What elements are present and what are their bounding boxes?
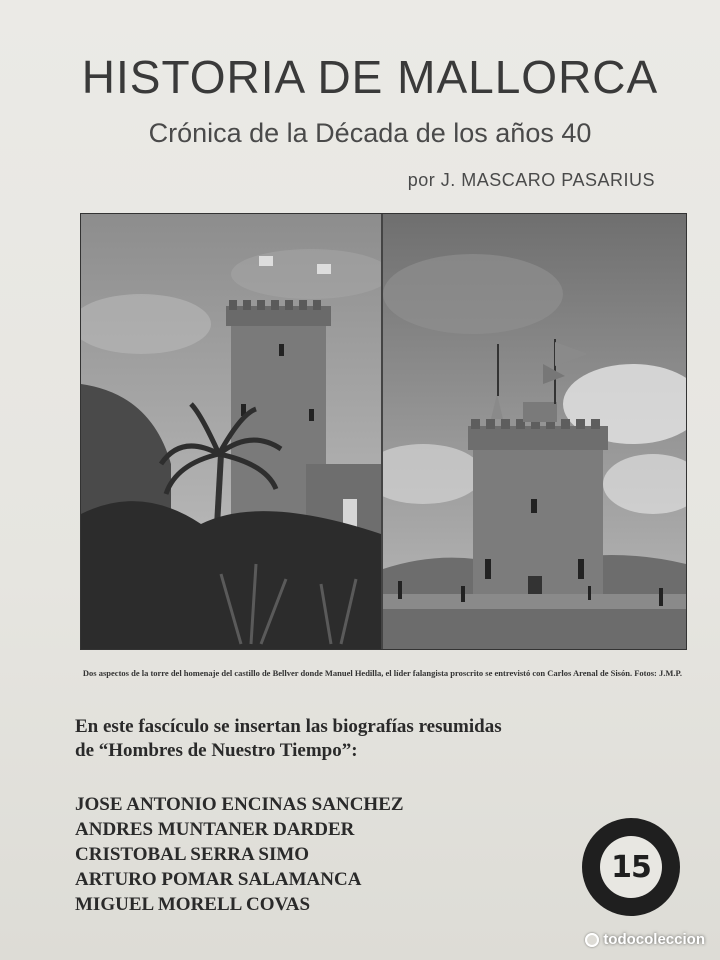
- biography-list: [75, 792, 575, 917]
- watermark-logo-icon: [585, 933, 599, 947]
- list-item: MIGUEL MORELL COVAS: [75, 894, 311, 915]
- photo-caption: Dos aspectos de la torre del homenaje del castillo de Bellver donde Manuel Hedilla, el líder falangista proscrito se entrevistó con Carlos Arenal de Sisón. Fotos: J.M.P.: [82, 668, 683, 678]
- list-item: ANDRES MUNTANER DARDER: [75, 819, 355, 840]
- list-item: JOSE ANTONIO ENCINAS SANCHEZ: [75, 794, 404, 815]
- page-subtitle: Crónica de la Década de los años 40: [148, 118, 592, 148]
- intro-line-2: de “Hombres de Nuestro Tiempo”:: [75, 740, 358, 761]
- issue-number: 15: [600, 836, 662, 898]
- watermark-text: todocoleccion: [603, 931, 705, 948]
- intro-line-1: En este fascículo se insertan las biografías resumidas: [75, 716, 502, 737]
- page-title: HISTORIA DE MALLORCA: [81, 51, 659, 103]
- issue-number-badge: [582, 818, 680, 916]
- intro-text: [75, 715, 675, 763]
- photo-panel: [80, 213, 687, 650]
- castle-tower-photo-right: [383, 214, 686, 649]
- castle-tower-photo-left: [81, 214, 381, 649]
- author-line: por J. MASCARO PASARIUS: [407, 170, 655, 190]
- list-item: ARTURO POMAR SALAMANCA: [75, 869, 362, 890]
- watermark: [585, 931, 705, 948]
- list-item: CRISTOBAL SERRA SIMO: [75, 844, 310, 865]
